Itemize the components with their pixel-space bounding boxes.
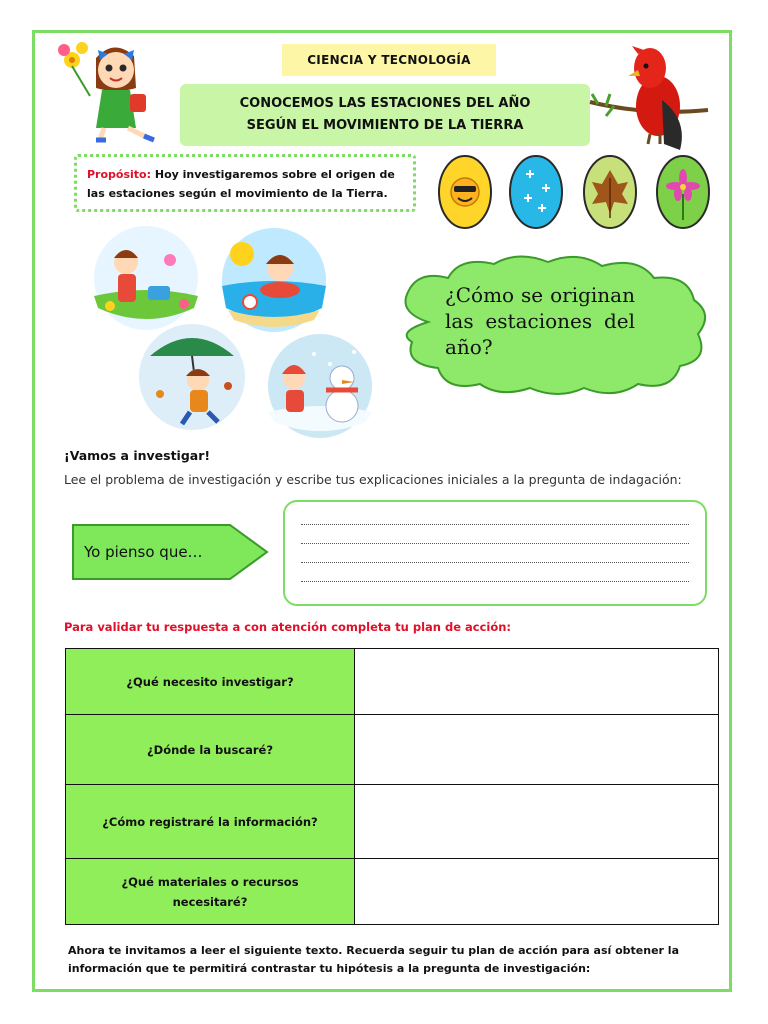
plan-answer-cell[interactable] <box>355 785 719 859</box>
investigate-instruction: Lee el problema de investigación y escribe tus explicaciones iniciales a la pregunta de indagación: <box>64 472 682 487</box>
plan-question: ¿Qué materiales o recursos necesitaré? <box>66 859 355 925</box>
answer-line <box>301 543 689 544</box>
table-row <box>66 859 719 925</box>
girl-with-flowers-icon <box>56 36 168 146</box>
snowflake-icon <box>508 154 564 230</box>
plan-answer-cell[interactable] <box>355 649 719 715</box>
purpose-text: Hoy investigaremos sobre el origen de las estaciones según el movimiento de la Tierra. <box>87 168 395 200</box>
summer-scene-icon <box>218 228 330 332</box>
plan-answer-cell[interactable] <box>355 715 719 785</box>
hypothesis-label: Yo pienso que… <box>84 543 203 561</box>
subject-label: CIENCIA Y TECNOLOGÍA <box>282 44 496 76</box>
answer-line <box>301 524 689 525</box>
bird-icon <box>588 40 710 152</box>
table-row <box>66 649 719 715</box>
answer-line <box>301 562 689 563</box>
title-line-1: CONOCEMOS LAS ESTACIONES DEL AÑO <box>239 96 531 111</box>
investigate-heading: ¡Vamos a investigar! <box>64 448 211 463</box>
winter-scene-icon <box>264 334 376 438</box>
title-line-2: SEGÚN EL MOVIMIENTO DE LA TIERRA <box>246 118 524 133</box>
sun-icon <box>437 154 493 230</box>
footer-instruction: Ahora te invitamos a leer el siguiente texto. Recuerda seguir tu plan de acción para así obtener la información que te permitirá contrastar tu hipótesis a la pregunta de investigación: <box>68 944 680 975</box>
hypothesis-answer-box[interactable] <box>283 500 707 606</box>
answer-line <box>301 581 689 582</box>
flower-bouquet <box>58 42 90 96</box>
plan-question: ¿Qué necesito investigar? <box>66 649 355 715</box>
table-row <box>66 785 719 859</box>
plan-question: ¿Cómo registraré la información? <box>66 785 355 859</box>
flower-icon <box>655 154 711 230</box>
action-plan-table <box>65 648 719 925</box>
plan-question: ¿Dónde la buscaré? <box>66 715 355 785</box>
spring-scene-icon <box>90 226 202 330</box>
plan-answer-cell[interactable] <box>355 859 719 925</box>
page-title <box>180 84 590 146</box>
question-text: ¿Cómo se originan las estaciones del año? <box>445 283 635 359</box>
leaf-icon <box>582 154 638 230</box>
purpose-label: Propósito: <box>87 168 152 181</box>
action-plan-intro: Para validar tu respuesta a con atención completa tu plan de acción: <box>64 620 512 634</box>
autumn-scene-icon <box>136 324 248 430</box>
table-row <box>66 715 719 785</box>
purpose-box <box>74 154 416 212</box>
